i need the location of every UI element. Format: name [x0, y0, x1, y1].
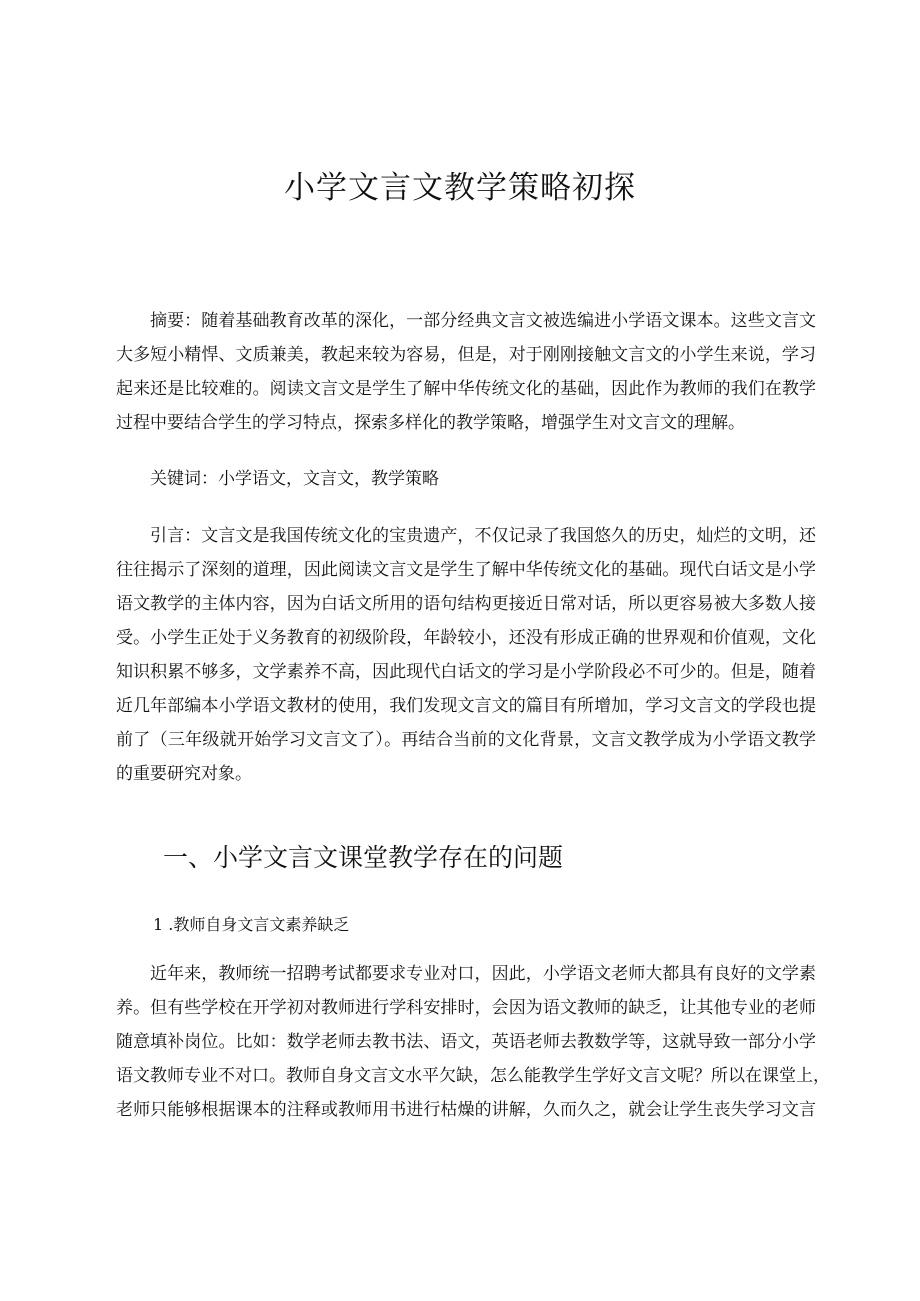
intro-paragraph [116, 519, 816, 791]
abstract-paragraph [116, 304, 816, 440]
body-line: 老师只能够根据课本的注释或教师用书进行枯燥的讲解，久而久之，就会让学生丧失学习文言 [116, 1100, 816, 1120]
intro-line: 知识积累不够多，文学素养不高，因此现代白话文的学习是小学阶段必不可少的。但是，随着 [116, 662, 816, 682]
intro-line: 语文教学的主体内容，因为白话文所用的语句结构更接近日常对话，所以更容易被大多数人接 [116, 594, 816, 614]
intro-line: 引言：文言文是我国传统文化的宝贵遗产，不仅记录了我国悠久的历史，灿烂的文明，还 [150, 526, 816, 546]
abstract-line: 摘要：随着基础教育改革的深化，一部分经典文言文被选编进小学语文课本。这些文言文 [150, 311, 816, 331]
intro-line: 受。小学生正处于义务教育的初级阶段，年龄较小，还没有形成正确的世界观和价值观，文化 [116, 628, 816, 648]
keywords-line: 关键词：小学语文，文言文，教学策略 [150, 469, 439, 489]
subsection-heading: 1 .教师自身文言文素养缺乏 [153, 915, 350, 934]
paper-title: 小学文言文教学策略初探 [284, 170, 636, 206]
body-line: 随意填补岗位。比如：数学老师去教书法、语文，英语老师去教数学等，这就导致一部分小学 [116, 1032, 816, 1052]
body-line: 语文教师专业不对口。教师自身文言文水平欠缺，怎么能教学生学好文言文呢？所以在课堂上， [116, 1066, 830, 1086]
intro-line: 前了（三年级就开始学习文言文了）。再结合当前的文化背景，文言文教学成为小学语文教学 [116, 730, 816, 750]
abstract-line: 过程中要结合学生的学习特点，探索多样化的教学策略，增强学生对文言文的理解。 [116, 413, 745, 433]
abstract-line: 起来还是比较难的。阅读文言文是学生了解中华传统文化的基础，因此作为教师的我们在教学 [116, 379, 816, 399]
intro-line: 的重要研究对象。 [116, 764, 252, 784]
subsection-paragraph [116, 957, 830, 1127]
body-line: 养。但有些学校在开学初对教师进行学科安排时，会因为语文教师的缺乏，让其他专业的老师 [116, 998, 816, 1018]
section-heading: 一、小学文言文课堂教学存在的问题 [163, 843, 564, 872]
intro-line: 往往揭示了深刻的道理，因此阅读文言文是学生了解中华传统文化的基础。现代白话文是小学 [116, 560, 816, 580]
body-line: 近年来，教师统一招聘考试都要求专业对口，因此，小学语文老师大都具有良好的文学素 [150, 964, 816, 984]
intro-line: 近几年部编本小学语文教材的使用，我们发现文言文的篇目有所增加，学习文言文的学段也提 [116, 696, 816, 716]
abstract-line: 大多短小精悍、文质兼美，教起来较为容易，但是，对于刚刚接触文言文的小学生来说，学习 [116, 345, 816, 365]
